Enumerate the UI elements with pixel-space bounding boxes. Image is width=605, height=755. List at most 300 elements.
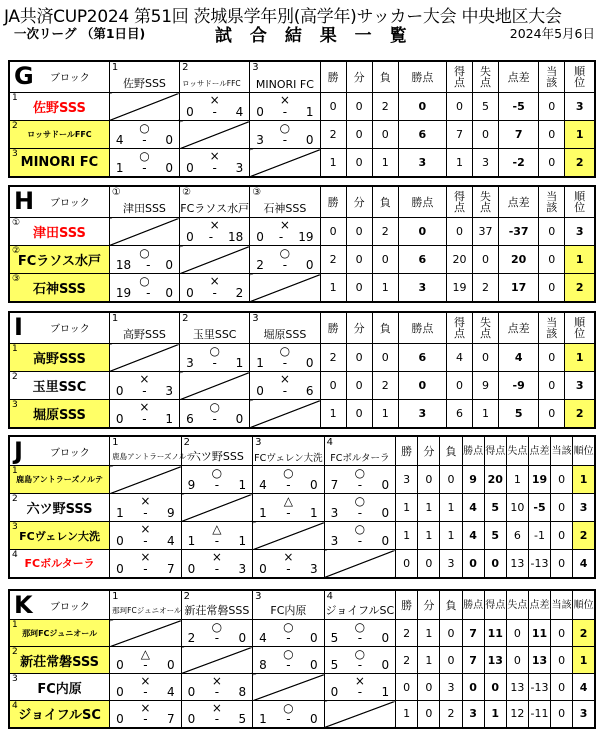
team-number: 4 bbox=[12, 701, 18, 711]
match-result-cell bbox=[110, 522, 181, 550]
team-row bbox=[9, 121, 595, 149]
score-for: 3 bbox=[186, 356, 194, 370]
score-against: 1 bbox=[309, 506, 318, 520]
result-symbol: ○ bbox=[283, 701, 294, 715]
stat-diff: 11 bbox=[528, 620, 550, 647]
team-row bbox=[9, 149, 595, 177]
match-score bbox=[116, 535, 174, 548]
opponent-number: 3 bbox=[252, 313, 259, 324]
result-symbol: ○ bbox=[283, 647, 294, 661]
result-symbol: ○ bbox=[283, 466, 294, 480]
stat-win: 0 bbox=[320, 218, 346, 246]
score-for: 2 bbox=[187, 631, 196, 645]
stat-loss: 2 bbox=[372, 93, 398, 121]
match-score bbox=[186, 413, 243, 426]
score-dash: - bbox=[143, 534, 148, 548]
stat-loss: 1 bbox=[372, 400, 398, 428]
match-result-cell bbox=[324, 494, 395, 522]
self-match-cell bbox=[109, 344, 179, 372]
score-dash: - bbox=[212, 356, 217, 370]
stat-draw: 1 bbox=[418, 494, 440, 522]
result-symbol: ○ bbox=[209, 344, 220, 358]
stat-loss: 0 bbox=[440, 466, 462, 494]
stat-win: 2 bbox=[320, 246, 346, 274]
score-dash: - bbox=[286, 506, 291, 520]
stat-draw: 0 bbox=[418, 466, 440, 494]
stat-header-points: 勝点 bbox=[462, 436, 484, 466]
score-for: 0 bbox=[330, 685, 339, 699]
result-symbol: × bbox=[209, 149, 220, 163]
team-cell bbox=[9, 701, 110, 728]
result-symbol: △ bbox=[283, 494, 293, 508]
score-for: 0 bbox=[256, 105, 264, 119]
score-for: 2 bbox=[256, 258, 264, 272]
stat-points: 0 bbox=[398, 218, 446, 246]
stat-points: 0 bbox=[398, 93, 446, 121]
score-dash: - bbox=[214, 631, 220, 645]
group-letter: H bbox=[14, 187, 35, 215]
score-for: 1 bbox=[259, 711, 267, 726]
score-against: 2 bbox=[235, 285, 244, 300]
stat-points: 6 bbox=[398, 246, 446, 274]
block-label: ブロック bbox=[50, 602, 90, 613]
team-name: 津田SSS bbox=[32, 226, 86, 241]
team-cell bbox=[9, 246, 109, 274]
stat-draw: 1 bbox=[418, 620, 440, 647]
stat-rank: 4 bbox=[573, 550, 595, 578]
team-row bbox=[9, 93, 595, 121]
stat-draw: 0 bbox=[346, 93, 372, 121]
team-name: ロッサドールFFC bbox=[27, 130, 92, 139]
group-table-g bbox=[8, 60, 596, 178]
score-against: 0 bbox=[381, 506, 390, 520]
result-symbol: ○ bbox=[354, 522, 366, 536]
stat-direct: 0 bbox=[539, 149, 565, 177]
result-symbol: △ bbox=[140, 647, 151, 661]
match-result-cell bbox=[180, 149, 250, 177]
stat-draw: 0 bbox=[346, 246, 372, 274]
stat-draw: 0 bbox=[346, 344, 372, 372]
stat-points: 7 bbox=[462, 647, 484, 674]
team-number: 2 bbox=[12, 372, 18, 382]
score-dash: - bbox=[143, 561, 148, 576]
match-result-cell bbox=[109, 246, 179, 274]
opponent-name: ジョイフルSC bbox=[325, 604, 395, 617]
stat-ga: 13 bbox=[506, 550, 528, 578]
team-name: ジョイフルSC bbox=[18, 708, 101, 724]
group-header-row bbox=[9, 590, 595, 620]
group-letter: J bbox=[14, 437, 23, 465]
group-table-j bbox=[8, 435, 596, 579]
match-score bbox=[256, 134, 313, 147]
stat-draw: 0 bbox=[418, 701, 440, 728]
stat-ga: 1 bbox=[473, 400, 499, 428]
stat-diff: 13 bbox=[528, 647, 550, 674]
stat-win: 1 bbox=[320, 400, 346, 428]
stat-header-draw: 分 bbox=[418, 436, 440, 466]
team-name: FCラソス水戸 bbox=[17, 254, 101, 269]
stat-header-win: 勝 bbox=[396, 590, 418, 620]
results-heading: 試 合 結 果 一 覧 bbox=[215, 26, 413, 46]
result-symbol: × bbox=[140, 522, 151, 536]
opponent-name: 佐野SSS bbox=[122, 77, 166, 90]
self-match-cell bbox=[250, 149, 320, 177]
match-score bbox=[186, 231, 243, 244]
score-for: 5 bbox=[330, 658, 339, 672]
stat-ga: 0 bbox=[506, 647, 528, 674]
stat-header-diff: 点差 bbox=[528, 436, 550, 466]
stat-header-diff: 点差 bbox=[499, 312, 539, 344]
stat-diff: -2 bbox=[499, 149, 539, 177]
score-against: 18 bbox=[228, 230, 244, 244]
result-symbol: × bbox=[209, 274, 220, 288]
match-score bbox=[116, 659, 174, 672]
stat-direct: 0 bbox=[539, 93, 565, 121]
result-symbol: × bbox=[279, 218, 290, 232]
stat-gf: 7 bbox=[446, 121, 472, 149]
team-row bbox=[9, 400, 595, 428]
result-symbol: ○ bbox=[139, 274, 150, 288]
match-result-cell bbox=[110, 550, 181, 578]
result-symbol: ○ bbox=[279, 246, 291, 260]
stat-diff: 17 bbox=[499, 274, 539, 302]
score-against: 3 bbox=[235, 160, 244, 175]
result-symbol: ○ bbox=[139, 121, 150, 135]
score-dash: - bbox=[143, 658, 148, 672]
match-result-cell bbox=[180, 93, 250, 121]
score-against: 0 bbox=[381, 478, 390, 492]
stat-header-gf: 得点 bbox=[446, 186, 472, 218]
result-symbol: × bbox=[354, 674, 365, 688]
stat-diff: -5 bbox=[528, 494, 550, 522]
score-against: 0 bbox=[165, 133, 174, 147]
opponent-header bbox=[181, 436, 252, 466]
match-score bbox=[116, 563, 174, 576]
score-dash: - bbox=[282, 384, 288, 398]
match-result-cell bbox=[110, 674, 181, 701]
stat-rank: 1 bbox=[573, 466, 595, 494]
stat-win: 1 bbox=[396, 701, 418, 728]
stat-header-rank: 順位 bbox=[573, 590, 595, 620]
match-result-cell bbox=[250, 372, 320, 400]
match-score bbox=[116, 162, 173, 175]
score-against: 0 bbox=[305, 133, 314, 147]
group-table-k bbox=[8, 589, 596, 729]
match-result-cell bbox=[109, 149, 179, 177]
score-for: 1 bbox=[115, 160, 124, 175]
stat-win: 2 bbox=[396, 620, 418, 647]
team-number: 4 bbox=[12, 550, 18, 560]
stat-draw: 0 bbox=[346, 121, 372, 149]
stat-win: 3 bbox=[396, 466, 418, 494]
group-letter: K bbox=[14, 591, 33, 619]
score-for: 0 bbox=[115, 411, 124, 426]
match-result-cell bbox=[324, 620, 395, 647]
team-number: 1 bbox=[12, 344, 18, 354]
stat-direct: 0 bbox=[539, 400, 565, 428]
team-cell bbox=[9, 274, 109, 302]
self-match-cell bbox=[109, 218, 179, 246]
score-dash: - bbox=[286, 711, 291, 726]
group-header-row bbox=[9, 186, 595, 218]
opponent-name: FC内原 bbox=[270, 604, 307, 617]
stat-direct: 0 bbox=[551, 466, 573, 494]
result-symbol: × bbox=[140, 550, 151, 564]
stat-ga: 5 bbox=[473, 93, 499, 121]
opponent-header bbox=[250, 61, 320, 93]
team-number: 2 bbox=[12, 647, 18, 657]
self-match-cell bbox=[181, 494, 252, 522]
score-for: 0 bbox=[116, 561, 124, 576]
stat-ga: 2 bbox=[473, 274, 499, 302]
stat-direct: 0 bbox=[551, 674, 573, 701]
score-dash: - bbox=[143, 711, 148, 726]
result-symbol: ○ bbox=[139, 149, 150, 163]
stat-header-loss: 負 bbox=[440, 436, 462, 466]
match-score bbox=[331, 659, 389, 672]
team-name: FCボルターラ bbox=[24, 557, 95, 571]
stat-header-points: 勝点 bbox=[398, 312, 446, 344]
opponent-header bbox=[253, 590, 324, 620]
stat-header-draw: 分 bbox=[418, 590, 440, 620]
score-against: 0 bbox=[309, 658, 318, 672]
stat-gf: 13 bbox=[484, 647, 506, 674]
stat-points: 0 bbox=[462, 674, 484, 701]
stat-header-gf: 得点 bbox=[484, 436, 506, 466]
stat-draw: 0 bbox=[418, 550, 440, 578]
stat-diff: -13 bbox=[528, 674, 550, 701]
match-result-cell bbox=[109, 274, 179, 302]
score-for: 0 bbox=[186, 160, 194, 175]
opponent-header bbox=[324, 590, 395, 620]
match-result-cell bbox=[253, 466, 324, 494]
opponent-header bbox=[181, 590, 252, 620]
stat-header-rank: 順位 bbox=[565, 186, 595, 218]
match-score bbox=[188, 686, 246, 699]
score-dash: - bbox=[142, 133, 147, 147]
score-for: 0 bbox=[116, 685, 124, 699]
stat-gf: 20 bbox=[446, 246, 472, 274]
match-score bbox=[256, 357, 313, 370]
score-against: 0 bbox=[309, 711, 318, 726]
stat-loss: 3 bbox=[440, 674, 462, 701]
stat-direct: 0 bbox=[551, 494, 573, 522]
score-dash: - bbox=[214, 711, 220, 726]
stat-ga: 0 bbox=[473, 121, 499, 149]
result-symbol: ○ bbox=[279, 344, 291, 358]
self-match-cell bbox=[180, 121, 250, 149]
block-label: ブロック bbox=[50, 198, 90, 209]
match-score bbox=[331, 479, 389, 492]
self-match-cell bbox=[324, 701, 395, 728]
stat-diff: -5 bbox=[499, 93, 539, 121]
score-dash: - bbox=[282, 258, 288, 272]
stat-win: 1 bbox=[320, 274, 346, 302]
stat-diff: -1 bbox=[528, 522, 550, 550]
self-match-cell bbox=[109, 93, 179, 121]
score-for: 9 bbox=[187, 478, 196, 492]
result-symbol: ○ bbox=[354, 494, 366, 508]
stat-ga: 10 bbox=[506, 494, 528, 522]
self-match-cell bbox=[324, 550, 395, 578]
score-against: 0 bbox=[235, 411, 244, 426]
match-score bbox=[116, 287, 173, 300]
stat-points: 0 bbox=[462, 550, 484, 578]
team-number: 2 bbox=[12, 121, 18, 131]
stat-header-direct: 当該 bbox=[539, 186, 565, 218]
team-number: 1 bbox=[12, 620, 18, 630]
stat-header-win: 勝 bbox=[320, 312, 346, 344]
stat-loss: 0 bbox=[372, 246, 398, 274]
score-against: 5 bbox=[238, 711, 247, 726]
stat-win: 0 bbox=[396, 550, 418, 578]
result-symbol: ○ bbox=[283, 620, 294, 634]
result-symbol: × bbox=[279, 372, 290, 386]
block-label: ブロック bbox=[50, 324, 90, 335]
stat-ga: 9 bbox=[473, 372, 499, 400]
match-result-cell bbox=[181, 466, 252, 494]
score-for: 0 bbox=[115, 384, 124, 398]
stat-header-win: 勝 bbox=[396, 436, 418, 466]
score-against: 1 bbox=[381, 685, 390, 699]
score-against: 0 bbox=[381, 631, 390, 645]
stat-points: 4 bbox=[462, 522, 484, 550]
opponent-header bbox=[250, 312, 320, 344]
opponent-header bbox=[110, 590, 181, 620]
match-score bbox=[116, 713, 174, 726]
score-dash: - bbox=[142, 160, 147, 175]
stat-header-loss: 負 bbox=[372, 186, 398, 218]
stat-direct: 0 bbox=[539, 274, 565, 302]
opponent-number: 3 bbox=[255, 591, 262, 602]
score-for: 6 bbox=[186, 411, 194, 426]
result-symbol: ○ bbox=[211, 466, 223, 480]
score-dash: - bbox=[278, 230, 284, 244]
opponent-number: 1 bbox=[111, 313, 119, 324]
stat-gf: 5 bbox=[484, 494, 506, 522]
stat-diff: 19 bbox=[528, 466, 550, 494]
stat-win: 1 bbox=[396, 494, 418, 522]
stat-gf: 19 bbox=[446, 274, 472, 302]
opponent-header bbox=[109, 186, 179, 218]
score-dash: - bbox=[214, 534, 220, 548]
opponent-header bbox=[250, 186, 320, 218]
stat-win: 0 bbox=[320, 93, 346, 121]
opponent-number: 2 bbox=[183, 437, 191, 448]
stat-gf: 0 bbox=[446, 372, 472, 400]
stat-win: 1 bbox=[396, 522, 418, 550]
opponent-header bbox=[180, 186, 250, 218]
stat-header-ga: 失点 bbox=[473, 312, 499, 344]
team-number: 3 bbox=[12, 522, 18, 532]
opponent-number: 2 bbox=[182, 62, 189, 73]
match-score bbox=[331, 686, 389, 699]
team-row bbox=[9, 494, 595, 522]
stat-points: 7 bbox=[462, 620, 484, 647]
match-result-cell bbox=[110, 647, 181, 674]
block-label: ブロック bbox=[50, 73, 90, 84]
team-name: 新荘常磐SSS bbox=[20, 654, 100, 670]
result-symbol: △ bbox=[212, 522, 222, 536]
stat-direct: 0 bbox=[551, 701, 573, 728]
stat-rank: 1 bbox=[565, 246, 595, 274]
score-for: 0 bbox=[256, 384, 264, 398]
team-row bbox=[9, 701, 595, 728]
score-against: 0 bbox=[309, 478, 318, 492]
score-against: 6 bbox=[305, 384, 314, 398]
score-dash: - bbox=[282, 356, 288, 370]
stat-ga: 0 bbox=[473, 246, 499, 274]
match-score bbox=[116, 385, 173, 398]
stat-direct: 0 bbox=[551, 522, 573, 550]
match-result-cell bbox=[181, 620, 252, 647]
match-result-cell bbox=[253, 550, 324, 578]
score-for: 3 bbox=[330, 506, 339, 520]
score-dash: - bbox=[142, 411, 147, 426]
score-for: 0 bbox=[186, 285, 194, 300]
result-symbol: ○ bbox=[354, 647, 366, 661]
match-score bbox=[116, 413, 173, 426]
stat-points: 3 bbox=[398, 400, 446, 428]
match-result-cell bbox=[109, 372, 179, 400]
score-dash: - bbox=[282, 105, 288, 119]
team-cell bbox=[9, 218, 109, 246]
team-name: FCヴェレン大洗 bbox=[19, 529, 101, 543]
group-table-i bbox=[8, 311, 596, 429]
score-dash: - bbox=[286, 478, 291, 492]
stat-header-gf: 得点 bbox=[446, 312, 472, 344]
team-number: ② bbox=[12, 246, 21, 256]
stat-draw: 0 bbox=[346, 218, 372, 246]
team-name: 六ツ野SSS bbox=[26, 502, 93, 517]
group-table-h bbox=[8, 185, 596, 303]
match-result-cell bbox=[250, 121, 320, 149]
match-result-cell bbox=[253, 647, 324, 674]
opponent-number: ① bbox=[111, 187, 121, 198]
opponent-number: ② bbox=[182, 187, 192, 198]
team-cell bbox=[9, 344, 109, 372]
stat-loss: 0 bbox=[372, 121, 398, 149]
stat-draw: 0 bbox=[346, 372, 372, 400]
score-against: 0 bbox=[305, 258, 314, 272]
match-result-cell bbox=[180, 274, 250, 302]
stat-header-points: 勝点 bbox=[462, 590, 484, 620]
stat-loss: 1 bbox=[440, 494, 462, 522]
stat-win: 1 bbox=[320, 149, 346, 177]
score-dash: - bbox=[146, 258, 151, 272]
match-score bbox=[259, 479, 317, 492]
match-result-cell bbox=[181, 674, 252, 701]
stat-ga: 37 bbox=[473, 218, 499, 246]
self-match-cell bbox=[110, 620, 181, 647]
league-subtitle: 一次リーグ （第1日目) bbox=[14, 26, 146, 41]
stat-points: 9 bbox=[462, 466, 484, 494]
score-against: 4 bbox=[235, 105, 244, 119]
opponent-name: 津田SSS bbox=[122, 202, 166, 215]
result-symbol: × bbox=[211, 674, 222, 688]
result-symbol: × bbox=[211, 701, 222, 715]
opponent-number: 3 bbox=[252, 62, 259, 73]
team-row bbox=[9, 372, 595, 400]
stat-diff: 20 bbox=[499, 246, 539, 274]
score-dash: - bbox=[357, 478, 363, 492]
score-dash: - bbox=[282, 133, 288, 147]
stat-ga: 3 bbox=[473, 149, 499, 177]
score-for: 4 bbox=[115, 133, 124, 147]
opponent-number: 3 bbox=[255, 437, 262, 448]
result-symbol: ○ bbox=[139, 246, 150, 260]
score-dash: - bbox=[357, 658, 363, 672]
